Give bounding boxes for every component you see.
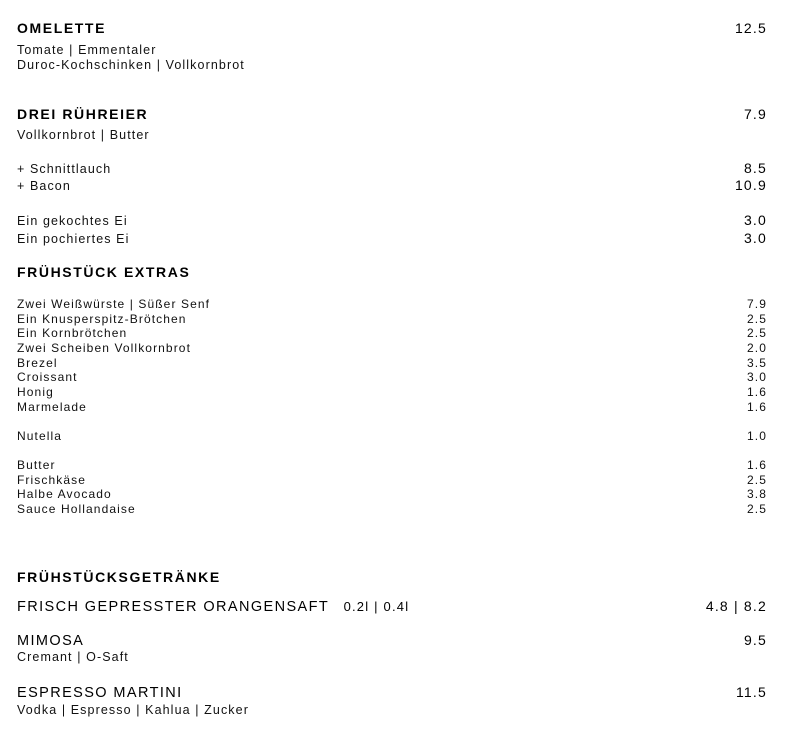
egg-label: Ein gekochtes Ei xyxy=(17,214,128,228)
extras-group-1 xyxy=(17,297,767,415)
orange-juice-row xyxy=(17,598,767,616)
extra-item-price: 3.0 xyxy=(747,370,767,385)
addon-label: + Bacon xyxy=(17,179,71,193)
extra-item-label: Halbe Avocado xyxy=(17,487,112,502)
martini-title: ESPRESSO MARTINI xyxy=(17,685,183,701)
extra-item xyxy=(17,487,767,502)
extra-item-price: 2.0 xyxy=(747,341,767,356)
egg-price: 3.0 xyxy=(743,230,767,246)
extra-item-label: Ein Kornbrötchen xyxy=(17,326,128,341)
extra-item-price: 2.5 xyxy=(747,326,767,341)
ruehreier-title: DREI RÜHREIER xyxy=(17,106,149,122)
extra-item-price: 2.5 xyxy=(747,311,767,326)
extra-item-price: 2.5 xyxy=(747,472,767,487)
omelette-title: OMELETTE xyxy=(17,20,107,36)
extras-group-3 xyxy=(17,458,767,517)
addon-price: 10.9 xyxy=(734,177,767,193)
drinks-title: FRÜHSTÜCKSGETRÄNKE xyxy=(17,569,221,585)
egg-row xyxy=(17,212,767,229)
omelette-desc-line: Duroc-Kochschinken | Vollkornbrot xyxy=(17,58,245,72)
extra-item-label: Brezel xyxy=(17,355,58,370)
extra-item-price: 1.6 xyxy=(747,458,767,472)
extra-item xyxy=(17,356,767,371)
extra-item-label: Frischkäse xyxy=(17,472,87,487)
extras-header xyxy=(17,264,767,280)
orange-juice-sizes: 0.2l | 0.4l xyxy=(343,599,410,614)
extra-item xyxy=(17,312,767,327)
extra-item xyxy=(17,370,767,385)
ruehreier-price: 7.9 xyxy=(743,106,767,122)
addon-row xyxy=(17,160,767,177)
omelette-description xyxy=(17,43,767,73)
extra-item-label: Marmelade xyxy=(17,399,87,414)
extra-item-label: Honig xyxy=(17,385,54,400)
extra-item-price: 1.6 xyxy=(747,399,767,414)
extra-item-label: Butter xyxy=(17,458,56,472)
extra-item xyxy=(17,400,767,415)
extra-item xyxy=(17,473,767,488)
omelette-desc-line: Tomate | Emmentaler xyxy=(17,43,157,57)
ruehreier-description: Vollkornbrot | Butter xyxy=(17,128,150,142)
extra-item-price: 2.5 xyxy=(747,502,767,517)
extra-item-label: Sauce Hollandaise xyxy=(17,502,136,517)
extras-title: FRÜHSTÜCK EXTRAS xyxy=(17,264,191,280)
extra-item-price: 3.8 xyxy=(747,487,767,502)
mimosa-title: MIMOSA xyxy=(17,633,85,649)
extra-item-price: 7.9 xyxy=(747,297,767,311)
extra-item-price: 3.5 xyxy=(747,355,767,370)
mimosa-row xyxy=(17,632,767,649)
orange-juice-item xyxy=(17,598,409,616)
egg-label: Ein pochiertes Ei xyxy=(17,232,130,246)
orange-juice-price: 4.8 | 8.2 xyxy=(705,598,767,614)
ruehreier-header xyxy=(17,106,767,122)
addon-price: 8.5 xyxy=(743,160,767,176)
drinks-header xyxy=(17,569,767,585)
addon-label: + Schnittlauch xyxy=(17,162,112,176)
martini-row xyxy=(17,684,767,701)
mimosa-price: 9.5 xyxy=(743,632,767,648)
extra-item xyxy=(17,326,767,341)
extra-item-label: Croissant xyxy=(17,370,78,385)
extra-item-label: Zwei Scheiben Vollkornbrot xyxy=(17,341,192,356)
extra-item-label: Nutella xyxy=(17,429,63,443)
extra-item-label: Ein Knusperspitz-Brötchen xyxy=(17,311,187,326)
martini-price: 11.5 xyxy=(735,684,767,700)
extra-item-price: 1.0 xyxy=(747,429,767,443)
martini-description: Vodka | Espresso | Kahlua | Zucker xyxy=(17,703,249,717)
omelette-price: 12.5 xyxy=(734,20,767,36)
extras-group-2 xyxy=(17,429,767,444)
extra-item xyxy=(17,502,767,517)
mimosa-description: Cremant | O-Saft xyxy=(17,650,129,664)
extra-item xyxy=(17,458,767,473)
extra-item xyxy=(17,429,767,444)
extra-item-price: 1.6 xyxy=(747,385,767,400)
extra-item xyxy=(17,385,767,400)
orange-juice-title: FRISCH GEPRESSTER ORANGENSAFT xyxy=(17,599,330,615)
extra-item-label: Zwei Weißwürste | Süßer Senf xyxy=(17,297,211,311)
egg-row xyxy=(17,230,767,247)
egg-price: 3.0 xyxy=(743,212,767,228)
addon-row xyxy=(17,177,767,194)
omelette-header xyxy=(17,20,767,36)
extra-item xyxy=(17,297,767,312)
extra-item xyxy=(17,341,767,356)
